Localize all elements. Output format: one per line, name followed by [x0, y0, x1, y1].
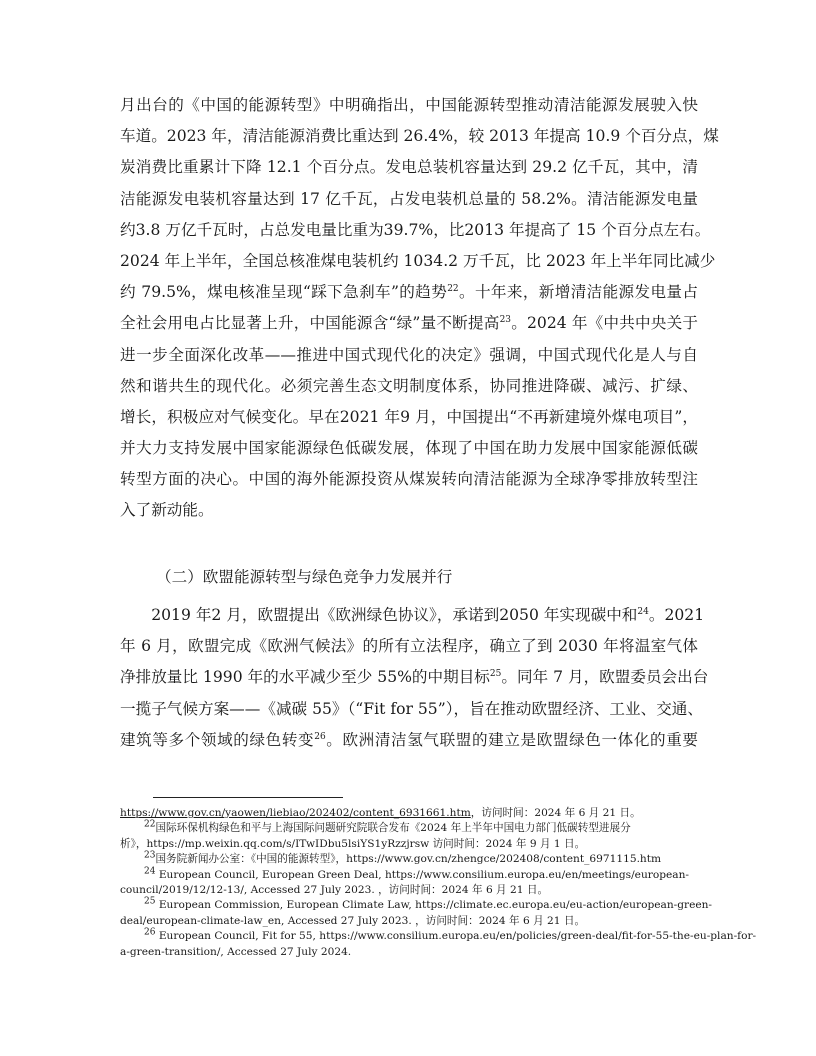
text-line: 年 6 月，欧盟完成《欧洲气候法》的所有立法程序，确立了到 2030 年将温室气体 [120, 637, 698, 656]
footnote-number: 25 [144, 896, 156, 907]
text-line: 全社会用电占比显著上升，中国能源含“绿”量不断提高$^{23}$。2024 年《中共中央关于 [120, 314, 698, 333]
footnote-ref: 24 [637, 606, 649, 617]
text-line: 一揽子气候方案——《减碳 55》（“Fit for 55”），旨在推动欧盟经济、工业、交通、 [120, 699, 703, 718]
footnote-link[interactable]: https://www.gov.cn/yaowen/liebiao/202402/content_6931661.htm [120, 807, 471, 819]
footnotes [120, 806, 757, 960]
text-line: 增长，积极应对气候变化。早在2021 年9 月，中国提出“不再新建境外煤电项目”， [120, 407, 698, 426]
footnote-line: $^{26}$ European Council, Fit for 55, https://www.consilium.europa.eu/en/policies/green-deal/fit-for-55-the-eu-plan-for- [144, 927, 757, 943]
text-line: 约3.8 万亿千瓦时，占总发电量比重为39.7%，比2013 年提高了 15 个百分点左右。 [120, 220, 711, 239]
footnote-line: $^{23}$国务院新闻办公室：《中国的能源转型》，https://www.gov.cn/zhengce/202408/content_6971115.htm [144, 850, 662, 866]
footnote-line: a-green-transition/, Accessed 27 July 2024. [120, 945, 352, 958]
footnote-line: $^{22}$国际环保机构绿色和平与上海国际问题研究院联合发布《2024 年上半年中国电力部门低碳转型进展分 [144, 819, 631, 835]
footnote-number: 22 [144, 819, 156, 830]
footnote-ref: 23 [499, 315, 512, 326]
text-line: 车道。2023 年，清洁能源消费比重达到 26.4%，较 2013 年提高 10.9 个百分点，煤 [120, 127, 719, 146]
text-line: 约 79.5%，煤电核准呈现“踩下急刹车”的趋势$^{22}$。十年来，新增清洁能源发电量占 [120, 283, 698, 302]
text-line: 并大力支持发展中国家能源绿色低碳发展，体现了中国在助力发展中国家能源低碳 [120, 439, 698, 458]
footnote-number: 26 [144, 927, 156, 938]
text-line: 2019 年2 月，欧盟提出《欧洲绿色协议》，承诺到2050 年实现碳中和$^{24}$。2021 [120, 606, 705, 624]
footnote-ref: 25 [489, 669, 502, 680]
body-paragraph-1 [120, 90, 719, 527]
text-line: 然和谐共生的现代化。必须完善生态文明制度体系，协同推进降碳、减污、扩绿、 [120, 376, 698, 395]
footnote-line: $^{25}$ European Commission, European Climate Law, https://climate.ec.europa.eu/eu-action/european-green- [144, 896, 713, 912]
text-line: 进一步全面深化改革——推进中国式现代化的决定》强调，中国式现代化是人与自 [120, 345, 698, 364]
text-line: 建筑等多个领域的绿色转变$^{26}$。欧洲清洁氢气联盟的建立是欧盟绿色一体化的重要 [120, 730, 698, 749]
text-line: 入了新动能。 [120, 501, 214, 520]
footnote-ref: 26 [314, 731, 326, 742]
text-line: 转型方面的决心。中国的海外能源投资从煤炭转向清洁能源为全球净零排放转型注 [120, 470, 698, 489]
footnote-line: https://www.gov.cn/yaowen/liebiao/202402/content_6931661.htm，访问时间：2024 年 6 月 21 日。 [120, 807, 641, 819]
text-line: 2024 年上半年，全国总核准煤电装机约 1034.2 万千瓦，比 2023 年上半年同比减少 [120, 251, 716, 270]
text-line: 洁能源发电装机容量达到 17 亿千瓦，占发电装机总量的 58.2%。清洁能源发电量 [120, 189, 698, 208]
body-paragraph-2 [120, 600, 709, 756]
footnote-number: 23 [144, 850, 156, 861]
footnote-line: council/2019/12/12-13/, Accessed 27 July 2023. ，访问时间：2024 年 6 月 21 日。 [120, 883, 549, 896]
text-line: 月出台的《中国的能源转型》中明确指出，中国能源转型推动清洁能源发展驶入快 [120, 96, 698, 114]
section-heading: （二）欧盟能源转型与绿色竞争力发展并行 [156, 568, 453, 586]
text-line: 净排放量比 1990 年的水平减少至少 55%的中期目标$^{25}$。同年 7 月，欧盟委员会出台 [120, 668, 709, 687]
text-line: 炭消费比重累计下降 12.1 个百分点。发电总装机容量达到 29.2 亿千瓦，其中，清 [120, 158, 698, 177]
footnote-ref: 22 [447, 283, 459, 294]
footnote-line: 析》，https://mp.weixin.qq.com/s/ITwIDbu5lsiYS1yRzzjrsw 访问时间：2024 年 9 月 1 日。 [120, 837, 586, 850]
footnote-line: $^{24}$ European Council, European Green Deal, https://www.consilium.europa.eu/en/meetings/european- [144, 866, 689, 881]
footnote-separator [153, 797, 343, 798]
footnote-line: deal/european-climate-law_en, Accessed 27 July 2023. ，访问时间：2024 年 6 月 21 日。 [120, 914, 586, 927]
footnote-number: 24 [144, 866, 156, 877]
